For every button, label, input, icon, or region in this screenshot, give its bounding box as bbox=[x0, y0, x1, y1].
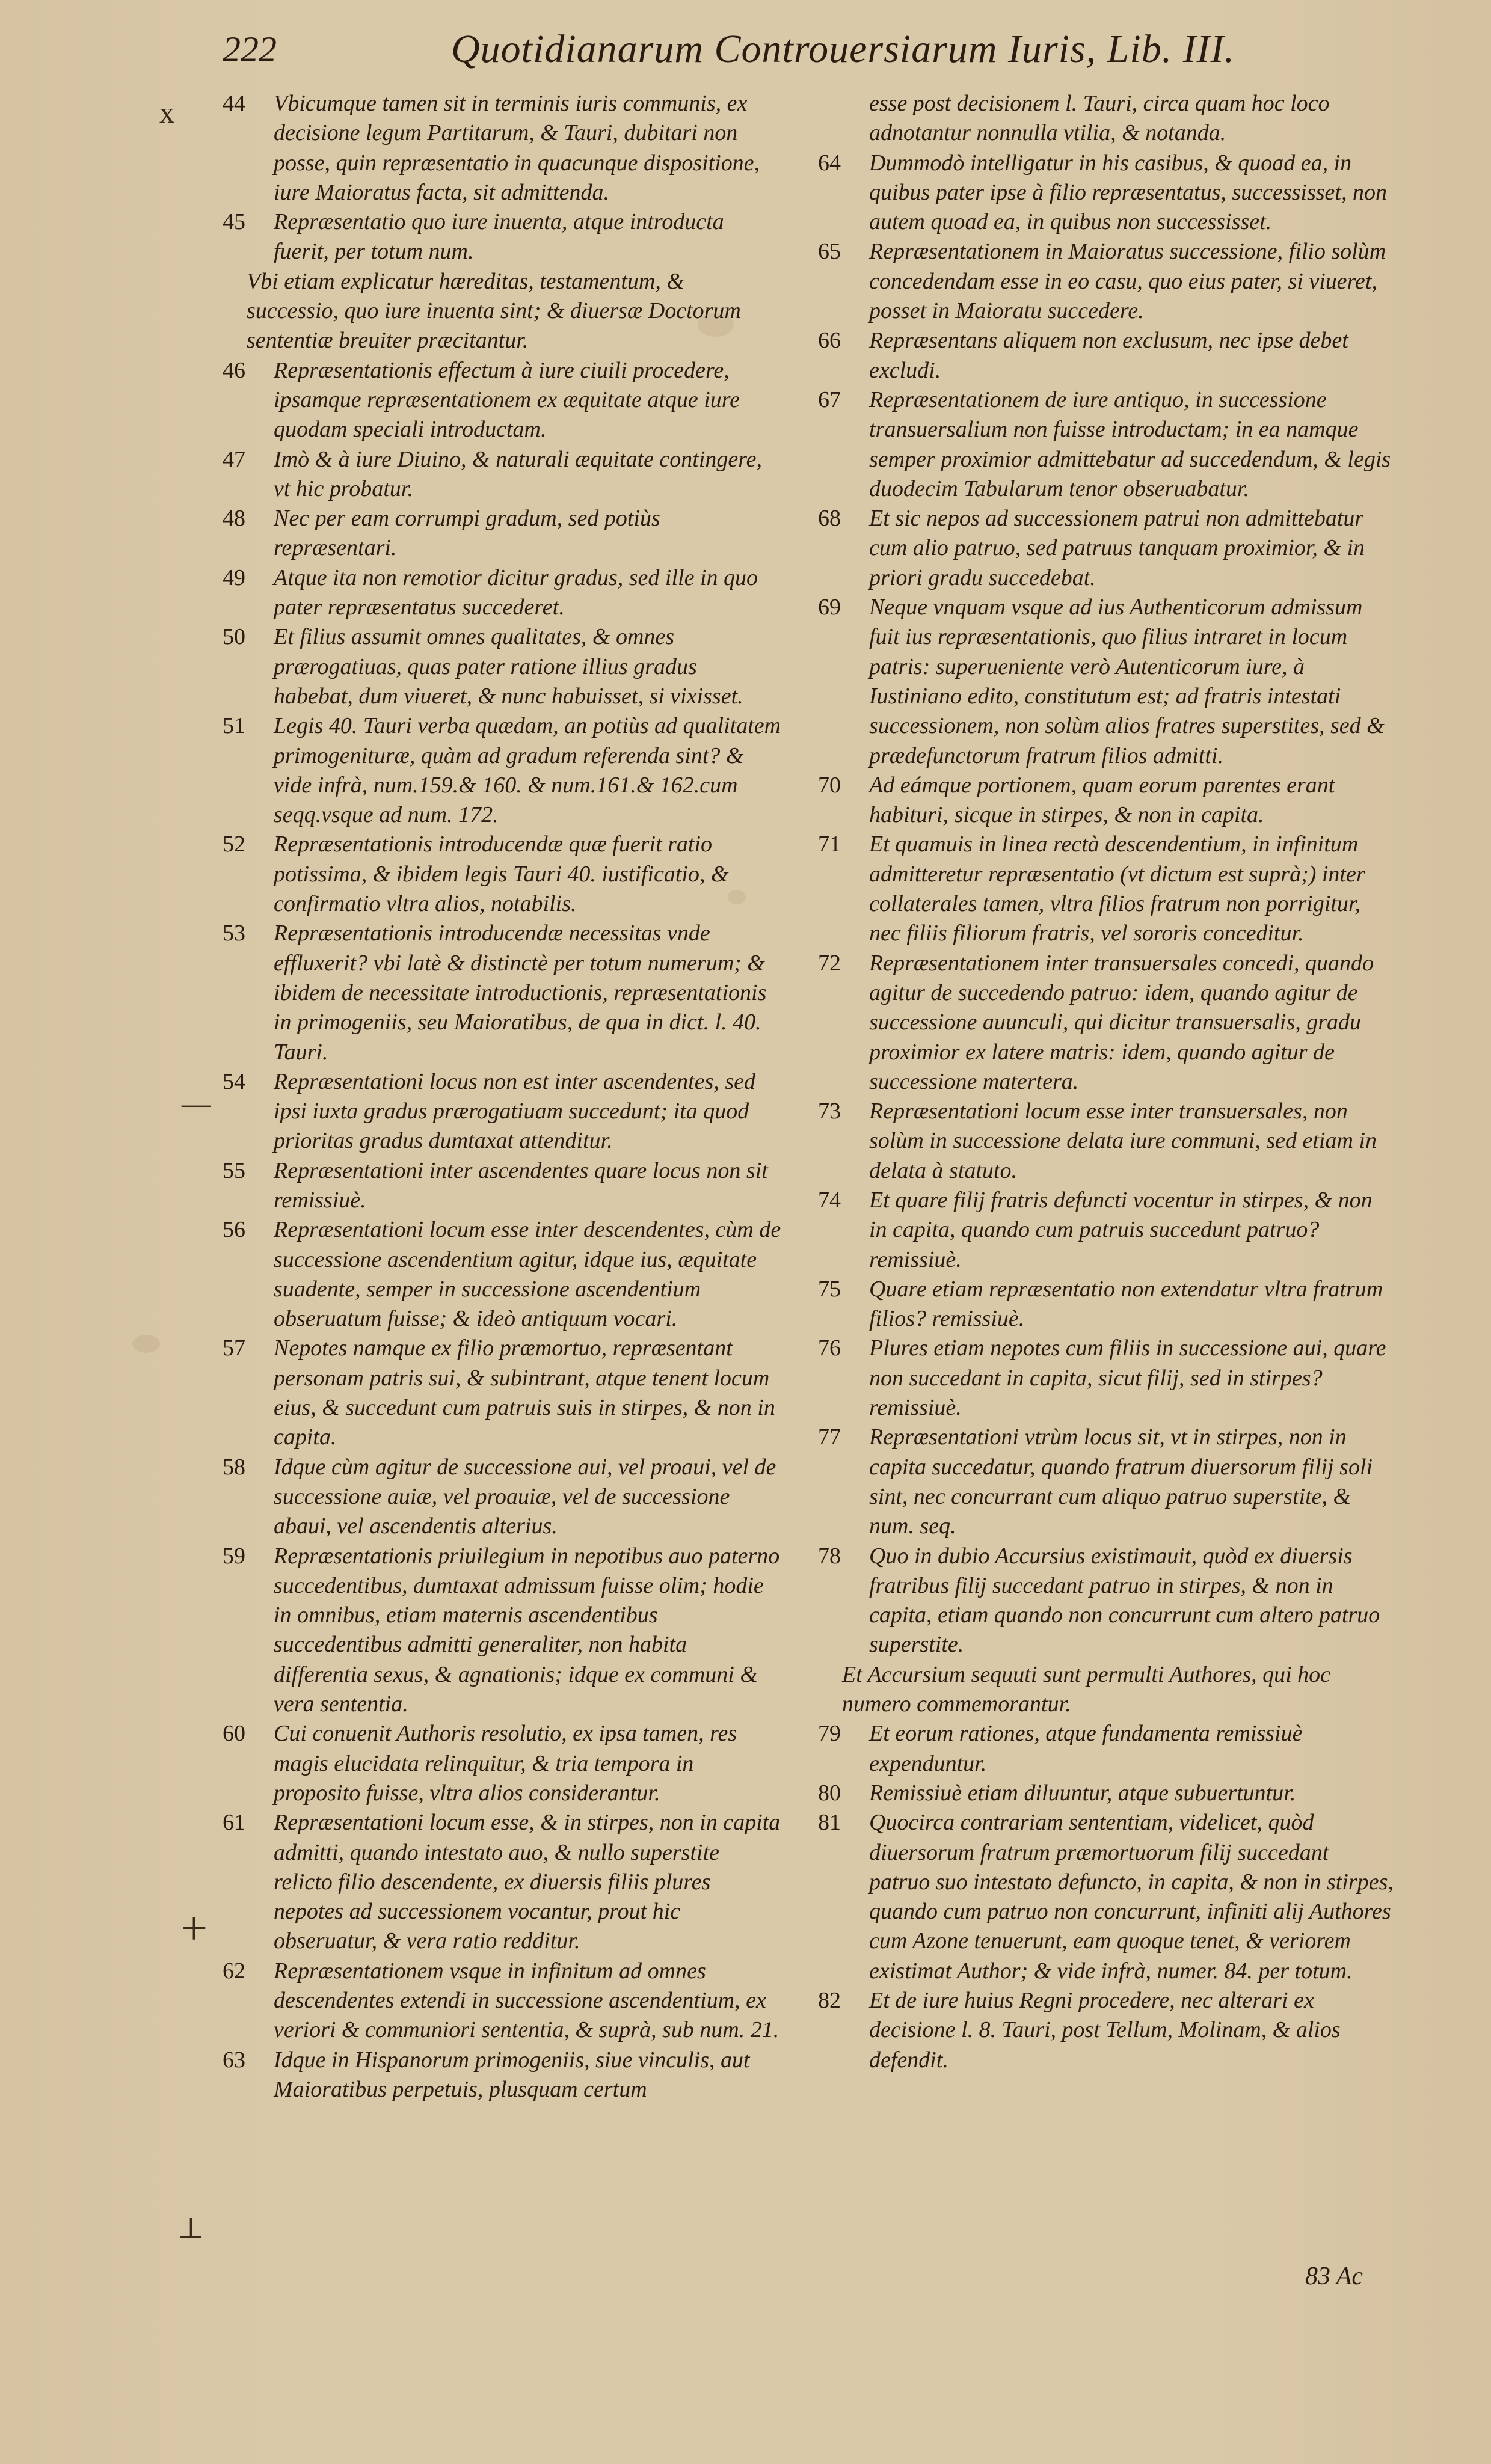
entry-text: Repræsentationi locum esse inter descendentes, cùm de successione ascendentium agitur, idque ius, æquitate suadente, semper in successione ascendentium obseruatum fuisse; & ideò antiquum vocari. bbox=[274, 1217, 781, 1332]
entry-number: 58 bbox=[223, 1454, 245, 1480]
entry-number: 66 bbox=[818, 328, 841, 354]
margin-mark-plus: + bbox=[180, 1902, 208, 1955]
entry-text: Quocirca contrariam sententiam, videlicet, quòd diuersorum fratrum præmortuorum filij succedant patruo suo intestato defuncto, in capita, & non in stirpes, quando cum patruo non concurrunt, infiniti alij Authores cum Azone tenuerunt, eam quoque tenet, & veriorem existimat Author; & vide infrà, numer. 84. per totum. bbox=[869, 1810, 1394, 1984]
entry-text: Repræsentationis introducendæ quæ fuerit ratio potissima, & ibidem legis Tauri 40. iustificatio, & confirmatio vltra alios, notabilis. bbox=[274, 832, 729, 917]
entry-number: 67 bbox=[818, 387, 841, 412]
entry-text: Et filius assumit omnes qualitates, & omnes prærogatiuas, quas pater ratione illius gradus habebat, dum viueret, & nunc habuisset, si vixisset. bbox=[274, 624, 743, 709]
summary-entry bbox=[818, 1719, 1395, 1779]
entry-number: 79 bbox=[818, 1721, 841, 1747]
entry-text: Quare etiam repræsentatio non extendatur vltra fratrum filios? remissiuè. bbox=[869, 1276, 1383, 1332]
entry-text: Et quare filij fratris defuncti vocentur in stirpes, & non in capita, quando cum patruis succedunt patruo? remissiuè. bbox=[869, 1187, 1373, 1272]
entry-text: Repræsentationi locum esse, & in stirpes, non in capita admitti, quando intestato auo, & nullo superstite relicto filio descendente, ex diuersis filiis plures nepotes ad successionem vocantur, prout hic obseruatur, & vera ratio redditur. bbox=[274, 1810, 781, 1954]
margin-mark-t: ⊥ bbox=[177, 2213, 205, 2245]
entry-number: 44 bbox=[223, 91, 245, 116]
right-column bbox=[818, 89, 1395, 2075]
continued-text: esse post decisionem l. Tauri, circa quam hoc loco adnotantur nonnulla vtilia, & notanda. bbox=[869, 91, 1330, 146]
summary-entry bbox=[818, 949, 1395, 1097]
summary-entry bbox=[223, 1067, 782, 1156]
entry-text: Repræsentationi vtrùm locus sit, vt in stirpes, non in capita succedatur, quando fratrum diuersorum filij soli sint, nec concurrant cum aliquo patruo superstite, & num. seq. bbox=[869, 1424, 1373, 1539]
entry-text: Repræsentationem de iure antiquo, in successione transuersalium non fuisse introductam; in ea namque semper proximior admittebatur ad succedendum, & legis duodecim Tabularum tenor obseruabatur. bbox=[869, 387, 1391, 501]
entry-text: Repræsentationis introducendæ necessitas vnde effluxerit? vbi latè & distinctè per totum numerum; & ibidem de necessitate introductionis, repræsentationis in primogeniis, seu Maioratibus, de qua in dict. l. 40. Tauri. bbox=[274, 921, 767, 1065]
entry-number: 62 bbox=[223, 1958, 245, 1984]
summary-entry bbox=[818, 1542, 1395, 1660]
summary-entry bbox=[818, 830, 1395, 948]
entry-text: Neque vnquam vsque ad ius Authenticorum admissum fuit ius repræsentationis, quo filius intraret in locum patris: superueniente verò Autenticorum iure, à Iustiniano edito, constitutum est; ad fratris intestati successionem, non solùm alios fratres superstites, sed & prædefunctorum fratrum filios admitti. bbox=[869, 595, 1385, 768]
sub-paragraph: Vbi etiam explicatur hæreditas, testamentum, & successio, quo iure inuenta sint; & diuersæ Doctorum sententiæ breuiter præcitantur. bbox=[247, 268, 741, 354]
summary-entry bbox=[818, 1097, 1395, 1186]
summary-entry bbox=[223, 1156, 782, 1216]
entry-number: 72 bbox=[818, 950, 841, 976]
margin-mark-x: x bbox=[159, 96, 174, 129]
entry-number: 81 bbox=[818, 1810, 841, 1836]
summary-entry bbox=[223, 919, 782, 1067]
summary-entry bbox=[818, 1275, 1395, 1334]
entry-text: Atque ita non remotior dicitur gradus, sed ille in quo pater repræsentatus succederet. bbox=[274, 565, 758, 621]
margin-mark-dash: — bbox=[182, 1088, 211, 1120]
entry-number: 52 bbox=[223, 832, 245, 857]
summary-entry bbox=[223, 1542, 782, 1720]
entry-text: Ad eámque portionem, quam eorum parentes erant habituri, sicque in stirpes, & non in capita. bbox=[869, 772, 1335, 828]
entry-number: 73 bbox=[818, 1099, 841, 1124]
entry-number: 75 bbox=[818, 1276, 841, 1302]
entry-number: 53 bbox=[223, 921, 245, 946]
summary-entry bbox=[223, 445, 782, 504]
summary-entry bbox=[818, 326, 1395, 385]
entry-number: 80 bbox=[818, 1780, 841, 1806]
entry-number: 61 bbox=[223, 1810, 245, 1836]
summary-entry bbox=[818, 504, 1395, 593]
entry-text: Repræsentationi locum esse inter transuersales, non solùm in successione delata iure communi, sed etiam in delata à statuto. bbox=[869, 1099, 1377, 1183]
page-number: 222 bbox=[223, 29, 277, 69]
entry-text: Nec per eam corrumpi gradum, sed potiùs repræsentari. bbox=[274, 506, 660, 561]
entry-text: Et quamuis in linea rectà descendentium, in infinitum admitteretur repræsentatio (vt dictum est suprà;) inter collaterales tamen, vltra filios fratrum non porrigitur, nec filiis filiorum fratris, vel sororis conceditur. bbox=[869, 832, 1365, 946]
entry-number: 65 bbox=[818, 239, 841, 265]
entry-text: Repræsentationis effectum à iure ciuili procedere, ipsamque repræsentationem ex æquitate atque iure quodam speciali introductam. bbox=[274, 357, 740, 443]
entry-number: 64 bbox=[818, 150, 841, 176]
summary-entry bbox=[818, 1779, 1395, 1808]
entry-text: Cui conuenit Authoris resolutio, ex ipsa tamen, res magis elucidata relinquitur, & tria tempora in proposito fuisse, vltra alios considerantur. bbox=[274, 1721, 737, 1806]
summary-entry bbox=[818, 771, 1395, 830]
entry-number: 76 bbox=[818, 1335, 841, 1361]
entry-number: 49 bbox=[223, 565, 245, 590]
running-title: Quotidianarum Controuersiarum Iuris, Lib. III. bbox=[451, 27, 1235, 71]
entry-text: Quo in dubio Accursius existimauit, quòd ex diuersis fratribus filij succedant patruo in stirpes, & non in capita, etiam quando non concurrunt cum altero patruo superstite. bbox=[869, 1543, 1380, 1658]
entry-number: 68 bbox=[818, 506, 841, 532]
left-column bbox=[223, 89, 782, 2104]
entry-number: 54 bbox=[223, 1068, 245, 1094]
entry-text: Plures etiam nepotes cum filiis in successione aui, quare non succedant in capita, sicut filij, sed in stirpes? remissiuè. bbox=[869, 1335, 1386, 1421]
summary-entry bbox=[818, 1423, 1395, 1541]
entry-number: 45 bbox=[223, 209, 245, 235]
entry-text: Legis 40. Tauri verba quædam, an potiùs ad qualitatem primogenituræ, quàm ad gradum referenda sint? & vide infrà, num.159.& 160. & num.161.& 162.cum seqq.vsque ad num. 172. bbox=[274, 713, 781, 828]
summary-entry bbox=[223, 622, 782, 711]
summary-entry bbox=[818, 237, 1395, 326]
entry-number: 48 bbox=[223, 506, 245, 532]
entry-text: Repræsentans aliquem non exclusum, nec ipse debet excludi. bbox=[869, 328, 1348, 383]
entry-number: 63 bbox=[223, 2047, 245, 2073]
entry-text: Repræsentationis priuilegium in nepotibus auo paterno succedentibus, dumtaxat admissum fuisse olim; hodie in omnibus, etiam maternis ascendentibus succedentibus admitti generaliter, non habita differentia sexus, & agnationis; idque ex communi & vera sententia. bbox=[274, 1543, 780, 1717]
summary-entry bbox=[223, 1719, 782, 1808]
entry-text: Et de iure huius Regni procedere, nec alterari ex decisione l. 8. Tauri, post Tellum, Molinam, & alios defendit. bbox=[869, 1988, 1341, 2073]
summary-entry bbox=[818, 1986, 1395, 2075]
summary-entry bbox=[818, 1334, 1395, 1423]
entry-text: Idque cùm agitur de successione aui, vel proaui, vel de successione auiæ, vel proauiæ, vel de successione abaui, vel ascendentis alterius. bbox=[274, 1454, 776, 1539]
summary-entry bbox=[223, 1453, 782, 1542]
entry-number: 74 bbox=[818, 1187, 841, 1213]
summary-entry bbox=[223, 1957, 782, 2046]
summary-entry bbox=[223, 2046, 782, 2105]
entry-text: Dummodò intelligatur in his casibus, & quoad ea, in quibus pater ipse à filio repræsentatus, successisset, non autem quoad ea, in quibus non successisset. bbox=[869, 150, 1387, 235]
summary-entry bbox=[818, 1808, 1395, 1986]
summary-entry bbox=[223, 563, 782, 623]
summary-entry bbox=[223, 356, 782, 445]
entry-text: Nepotes namque ex filio præmortuo, repræsentant personam patris sui, & subintrant, atque tenent locum eius, & succedunt cum patruis suis in stirpes, & non in capita. bbox=[274, 1335, 775, 1450]
paper-stain bbox=[132, 1335, 160, 1353]
catchword: 83 Ac bbox=[1305, 2263, 1363, 2290]
entry-text: Remissiuè etiam diluuntur, atque subuertuntur. bbox=[869, 1780, 1296, 1806]
entry-number: 57 bbox=[223, 1335, 245, 1361]
entry-number: 59 bbox=[223, 1543, 245, 1569]
entry-number: 47 bbox=[223, 446, 245, 472]
entry-number: 55 bbox=[223, 1157, 245, 1183]
entry-text: Et eorum rationes, atque fundamenta remissiuè expenduntur. bbox=[869, 1721, 1303, 1776]
entry-text: Repræsentationi locus non est inter ascendentes, sed ipsi iuxta gradus prærogatiuam succedunt; ita quod prioritas gradus dumtaxat attenditur. bbox=[274, 1068, 756, 1154]
summary-entry bbox=[818, 593, 1395, 771]
entry-number: 69 bbox=[818, 595, 841, 621]
entry-text: Repræsentationi inter ascendentes quare locus non sit remissiuè. bbox=[274, 1157, 768, 1213]
entry-text: Imò & à iure Diuino, & naturali æquitate contingere, vt hic probatur. bbox=[274, 446, 763, 501]
summary-entry bbox=[818, 149, 1395, 238]
entry-number: 71 bbox=[818, 832, 841, 857]
summary-entry bbox=[223, 830, 782, 919]
entry-text: Vbicumque tamen sit in terminis iuris communis, ex decisione legum Partitarum, & Tauri, dubitari non posse, quin repræsentatio in quacunque dispositione, iure Maioratus facta, sit admittenda. bbox=[274, 91, 760, 205]
summary-entry bbox=[223, 1808, 782, 1956]
summary-entry bbox=[223, 89, 782, 207]
summary-entry bbox=[223, 1215, 782, 1334]
summary-entry bbox=[223, 1334, 782, 1452]
entry-number: 50 bbox=[223, 624, 245, 650]
summary-entry bbox=[223, 504, 782, 563]
summary-entry bbox=[223, 207, 782, 267]
summary-entry bbox=[223, 711, 782, 830]
entry-text: Repræsentatio quo iure inuenta, atque introducta fuerit, per totum num. bbox=[274, 209, 724, 265]
entry-number: 56 bbox=[223, 1217, 245, 1243]
entry-number: 77 bbox=[818, 1424, 841, 1450]
page-header bbox=[223, 29, 1365, 77]
entry-text: Repræsentationem vsque in infinitum ad omnes descendentes extendi in successione ascendentium, ex veriori & communiori sententia, & suprà, sub num. 21. bbox=[274, 1958, 779, 2043]
entry-text: Et sic nepos ad successionem patrui non admittebatur cum alio patruo, sed patruus tanquam proximior, & in priori gradu succedebat. bbox=[869, 506, 1365, 590]
entry-number: 51 bbox=[223, 713, 245, 739]
entry-number: 46 bbox=[223, 357, 245, 383]
entry-text: Idque in Hispanorum primogeniis, siue vinculis, aut Maioratibus perpetuis, plusquam certum bbox=[274, 2047, 750, 2102]
entry-number: 60 bbox=[223, 1721, 245, 1747]
entry-text: Repræsentationem inter transuersales concedi, quando agitur de succedendo patruo: idem, quando agitur de successione auunculi, qui dicitur transuersalis, gradu proximior ex latere matris: idem, quando agitur de successione matertera. bbox=[869, 950, 1374, 1094]
entry-text: Repræsentationem in Maioratus successione, filio solùm concedendam esse in eo casu, quo eius pater, si viueret, posset in Maioratu succedere. bbox=[869, 239, 1386, 324]
entry-number: 78 bbox=[818, 1543, 841, 1569]
summary-entry bbox=[818, 1186, 1395, 1275]
sub-paragraph: Et Accursium sequuti sunt permulti Authores, qui hoc numero commemorantur. bbox=[842, 1661, 1331, 1717]
entry-number: 70 bbox=[818, 772, 841, 798]
entry-number: 82 bbox=[818, 1988, 841, 2013]
summary-entry bbox=[818, 385, 1395, 504]
